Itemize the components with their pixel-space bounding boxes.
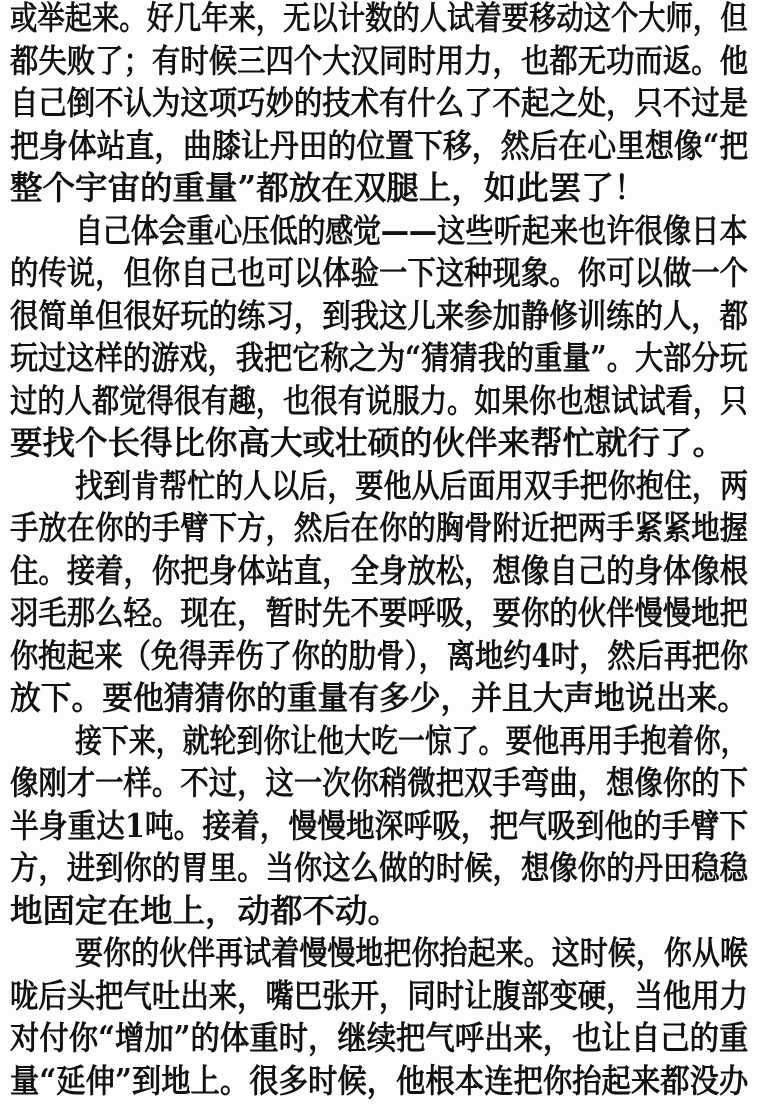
text-line: 接下来，就轮到你让他大吃一惊了。要他再用手抱着你， — [75, 721, 748, 760]
text-line: 把身体站直，曲膝让丹田的位置下移，然后在心里想像“把 — [10, 126, 749, 165]
text-line: 方，进到你的胃里。当你这么做的时候，想像你的丹田稳稳 — [10, 848, 749, 887]
text-line: 很简单但很好玩的练习，到我这儿来参加静修训练的人，都 — [10, 296, 749, 335]
text-line: 玩过这样的游戏，我把它称之为“猜猜我的重量”。大部分玩 — [10, 338, 748, 377]
text-line: 对付你“增加”的体重时，继续把气呼出来，也让自己的重 — [10, 1018, 749, 1057]
text-segment: ——这些听起来也许很像日本 — [380, 211, 748, 250]
text-line: 过的人都觉得很有趣，也很有说服力。如果你也想试试看，只 — [10, 381, 748, 420]
text-line: 半身重达1吨。接着，慢慢地深呼吸，把气吸到他的手臂下 — [10, 806, 749, 845]
text-line: 或举起来。好几年来，无以计数的人试着要移动这个大师，但 — [10, 0, 748, 37]
text-line: 找到肯帮忙的人以后，要他从后面用双手把你抱住，两 — [75, 466, 748, 505]
text-line: 自己倒不认为这项巧妙的技术有什么了不起之处，只不过是 — [10, 83, 749, 122]
text-line: 羽毛那么轻。现在，暂时先不要呼吸，要你的伙伴慢慢地把 — [10, 593, 749, 632]
text-line: 整个宇宙的重量”都放在双腿上，如此罢了！ — [10, 168, 647, 207]
section-heading: 自己体会重心压低的感觉 — [75, 211, 381, 250]
text-line: 都失败了；有时候三四个大汉同时用力，也都无功而返。他 — [10, 41, 749, 80]
text-line: 咙后头把气吐出来，嘴巴张开，同时让腹部变硬，当他用力 — [10, 976, 749, 1015]
text-line: 量“延伸”到地上。很多时候，他根本连把你抬起来都没办 — [10, 1061, 749, 1100]
text-line: 要你的伙伴再试着慢慢地把你抬起来。这时候，你从喉 — [75, 933, 748, 972]
text-line: 地固定在地上，动都不动。 — [10, 891, 401, 930]
text-line: 放下。要他猜猜你的重量有多少，并且大声地说出来。 — [10, 678, 749, 717]
text-line — [75, 209, 748, 253]
text-line: 你抱起来（免得弄伤了你的肋骨），离地约4吋，然后再把你 — [10, 636, 749, 675]
text-line: 要找个长得比你高大或壮硕的伙伴来帮忙就行了。 — [10, 423, 726, 462]
text-line: 像刚才一样。不过，这一次你稍微把双手弯曲，想像你的下 — [10, 763, 749, 802]
text-line: 手放在你的手臂下方，然后在你的胸骨附近把两手紧紧地握 — [10, 508, 749, 547]
text-line: 住。接着，你把身体站直，全身放松，想像自己的身体像根 — [10, 551, 749, 590]
text-line: 的传说，但你自己也可以体验一下这种现象。你可以做一个 — [10, 253, 749, 292]
